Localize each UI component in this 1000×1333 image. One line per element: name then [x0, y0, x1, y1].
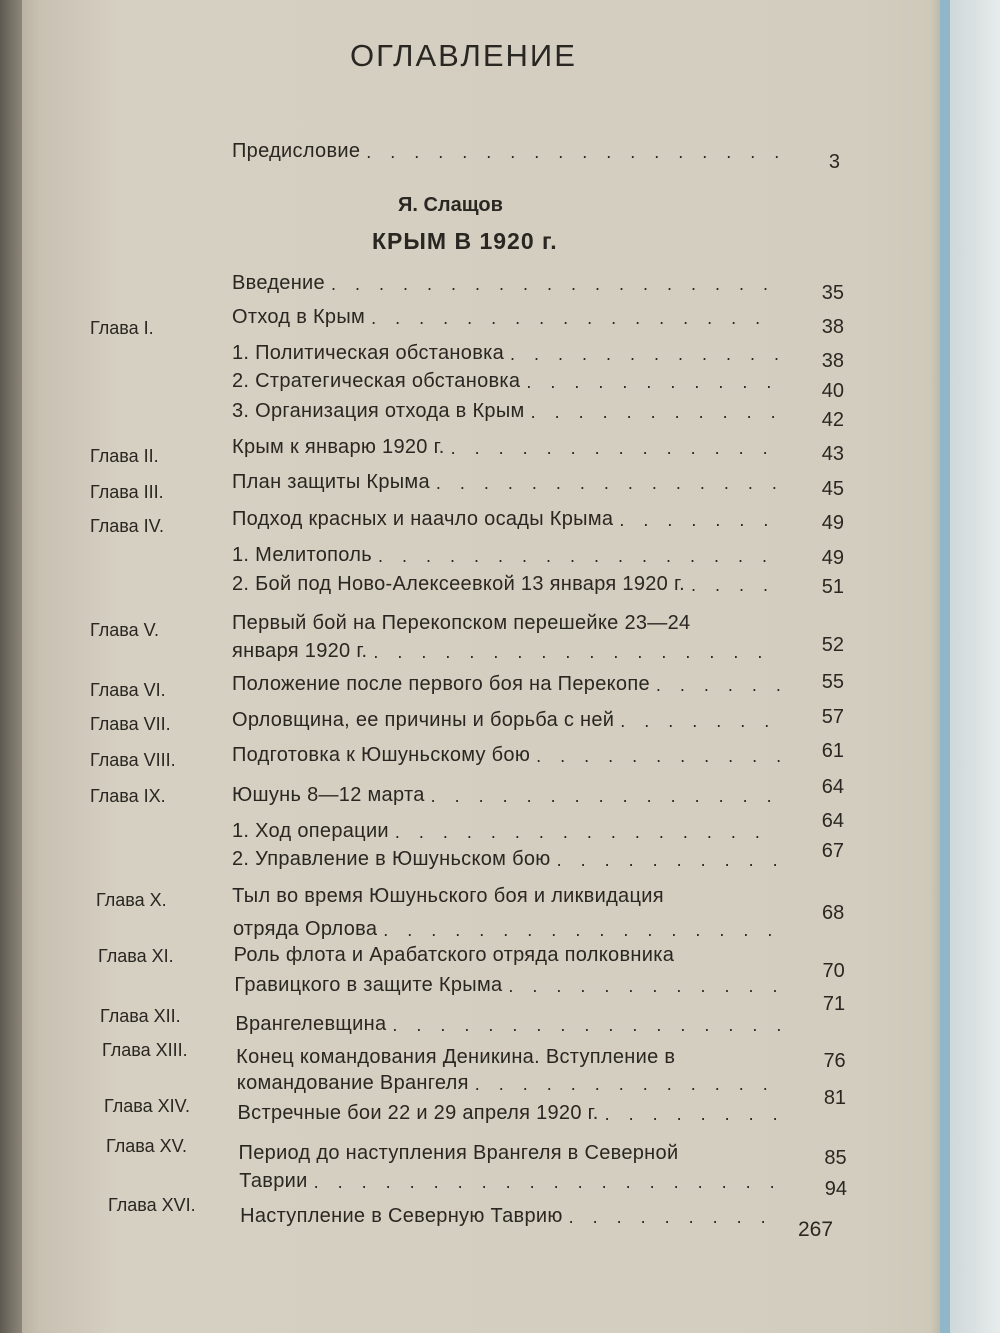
toc-entry-continuation: [239, 1170, 780, 1193]
entry-title: 2. Бой под Ново-Алексеевкой 13 января 1920 г.: [232, 573, 685, 595]
toc-entry: [232, 306, 780, 329]
leader-dots: [371, 308, 780, 329]
chapter-number: Глава IV.: [90, 516, 164, 536]
entry-title: Тыл во время Юшуньского боя и ликвидация: [232, 885, 664, 907]
entry-page-number: 70: [822, 960, 845, 982]
preface-page: 3: [828, 151, 840, 173]
toc-entry: [232, 744, 780, 767]
leader-dots: [431, 786, 780, 807]
toc-entry: [232, 848, 780, 871]
toc-entry: [232, 272, 780, 295]
toc-entry: [235, 1013, 780, 1036]
entry-title: Первый бой на Перекопском перешейке 23—24: [232, 612, 691, 634]
toc-entry-continuation: [233, 918, 780, 941]
entry-page-number: 94: [824, 1178, 847, 1200]
leader-dots: [475, 1074, 780, 1095]
toc-entry: [232, 342, 780, 365]
entry-page-number: 81: [823, 1087, 847, 1109]
page-gutter: [0, 0, 22, 1333]
leader-dots: [392, 1015, 780, 1036]
leader-dots: [557, 850, 780, 871]
entry-page-number: 61: [821, 740, 844, 762]
toc-entry-continuation: [234, 974, 780, 997]
leader-dots: [508, 976, 780, 997]
leader-dots: [620, 711, 780, 732]
leader-dots: [656, 675, 780, 696]
entry-page-number: 85: [824, 1147, 847, 1169]
entry-page-number: 57: [821, 706, 844, 728]
toc-entry: [232, 612, 690, 635]
leader-dots: [366, 142, 780, 163]
chapter-number: Глава VII.: [90, 714, 171, 734]
entry-title: Период до наступления Врангеля в Северной: [238, 1142, 679, 1164]
chapter-number: Глава VI.: [90, 680, 166, 700]
entry-page-number: 68: [821, 902, 845, 924]
toc-entry: [232, 508, 780, 531]
blue-edge-strip: [940, 0, 950, 1333]
toc-entry: [238, 1102, 780, 1125]
entry-title: Врангелевщина: [235, 1013, 387, 1035]
entry-title: Введение: [232, 272, 325, 294]
leader-dots: [314, 1172, 780, 1193]
toc-entry: [232, 436, 780, 459]
entry-page-number: 67: [821, 840, 844, 862]
chapter-number: Глава V.: [90, 620, 159, 640]
entry-title: Юшунь 8—12 марта: [232, 784, 425, 806]
entry-page-number: 45: [821, 478, 844, 500]
entry-title: 3. Организация отхода в Крым: [232, 400, 525, 422]
page-heading: ОГЛАВЛЕНИЕ: [350, 38, 577, 73]
entry-title: Встречные бои 22 и 29 апреля 1920 г.: [237, 1102, 599, 1124]
entry-page-number: 35: [821, 282, 844, 304]
toc-entry: [239, 1142, 679, 1165]
toc-entry-continuation: [237, 1072, 780, 1095]
entry-title: Орловщина, ее причины и борьба с ней: [232, 709, 615, 731]
entry-title-line2: Гравицкого в защите Крыма: [234, 974, 503, 996]
leader-dots: [619, 510, 780, 531]
entry-page-number: 64: [821, 810, 844, 832]
entry-title: План защиты Крыма: [232, 471, 430, 493]
entry-title: Положение после первого боя на Перекопе: [232, 673, 650, 695]
toc-entry: [232, 544, 780, 567]
preface-entry: [232, 140, 780, 163]
leader-dots: [378, 546, 780, 567]
toc-entry: [232, 471, 780, 494]
entry-page-number: 51: [821, 576, 844, 598]
leader-dots: [526, 372, 780, 393]
chapter-number: Глава VIII.: [90, 750, 176, 770]
entry-title: Подготовка к Юшуньскому бою: [232, 744, 531, 766]
toc-entry: [232, 885, 664, 908]
page-edge: [940, 0, 1000, 1333]
entry-title: Отход в Крым: [232, 306, 366, 328]
entry-page-number: 71: [822, 993, 846, 1015]
toc-entry: [232, 370, 780, 393]
leader-dots: [395, 822, 780, 843]
entry-title: Роль флота и Арабатского отряда полковника: [233, 944, 675, 966]
toc-entry: [232, 820, 780, 843]
entry-title: Наступление в Северную Таврию: [240, 1205, 563, 1227]
entry-title: Крым к январю 1920 г.: [232, 436, 445, 458]
entry-page-number: 38: [821, 316, 844, 338]
chapter-number: Глава XII.: [100, 1006, 181, 1026]
chapter-number: Глава X.: [96, 890, 167, 910]
leader-dots: [331, 274, 780, 295]
chapter-number: Глава XV.: [106, 1136, 187, 1156]
entry-title: Конец командования Деникина. Вступление в: [236, 1046, 676, 1068]
chapter-number: Глава I.: [90, 318, 154, 338]
toc-entry: [232, 784, 780, 807]
page-number: 267: [798, 1218, 834, 1241]
toc-entry: [232, 709, 780, 732]
leader-dots: [383, 920, 780, 941]
leader-dots: [451, 438, 780, 459]
toc-entry: [240, 1205, 780, 1228]
entry-title-line2: отряда Орлова: [232, 918, 378, 940]
leader-dots: [510, 344, 780, 365]
chapter-number: Глава IX.: [90, 786, 166, 806]
entry-page-number: 42: [821, 409, 844, 431]
entry-page-number: 76: [823, 1050, 846, 1072]
leader-dots: [531, 402, 780, 423]
entry-title: 2. Стратегическая обстановка: [232, 370, 521, 392]
entry-page-number: 52: [821, 634, 844, 656]
toc-entry: [232, 573, 780, 596]
entry-title-line2: января 1920 г.: [232, 640, 368, 662]
entry-title: Подход красных и наачло осады Крыма: [232, 508, 614, 530]
toc-entry-continuation: [232, 640, 780, 663]
entry-page-number: 40: [821, 380, 844, 402]
entry-page-number: 55: [821, 671, 844, 693]
chapter-number: Глава XIV.: [104, 1096, 190, 1116]
chapter-number: Глава III.: [90, 482, 164, 502]
book-title: КРЫМ В 1920 г.: [372, 228, 558, 254]
entry-title: 2. Управление в Юшуньском бою: [232, 848, 551, 870]
leader-dots: [569, 1207, 780, 1228]
leader-dots: [436, 473, 780, 494]
entry-page-number: 43: [821, 443, 844, 465]
chapter-number: Глава XVI.: [108, 1195, 196, 1215]
entry-title-line2: Таврии: [239, 1170, 308, 1192]
leader-dots: [373, 642, 780, 663]
entry-page-number: 49: [821, 512, 844, 534]
entry-page-number: 49: [821, 547, 844, 569]
toc-entry: [232, 400, 780, 423]
entry-title: 1. Ход операции: [232, 820, 389, 842]
toc-entry: [234, 944, 675, 967]
chapter-number: Глава XI.: [98, 946, 174, 966]
leader-dots: [536, 746, 780, 767]
leader-dots: [691, 575, 780, 596]
author-name: Я. Слащов: [398, 194, 503, 216]
toc-entry: [232, 673, 780, 696]
chapter-number: Глава XIII.: [102, 1040, 188, 1060]
chapter-number: Глава II.: [90, 446, 159, 466]
leader-dots: [605, 1104, 780, 1125]
toc-entry: [236, 1046, 675, 1069]
entry-page-number: 64: [821, 776, 844, 798]
preface-label: Предисловие: [232, 140, 361, 162]
entry-title-line2: командование Врангеля: [236, 1072, 469, 1094]
entry-title: 1. Политическая обстановка: [232, 342, 505, 364]
entry-page-number: 38: [821, 350, 844, 372]
entry-title: 1. Мелитополь: [232, 544, 372, 566]
